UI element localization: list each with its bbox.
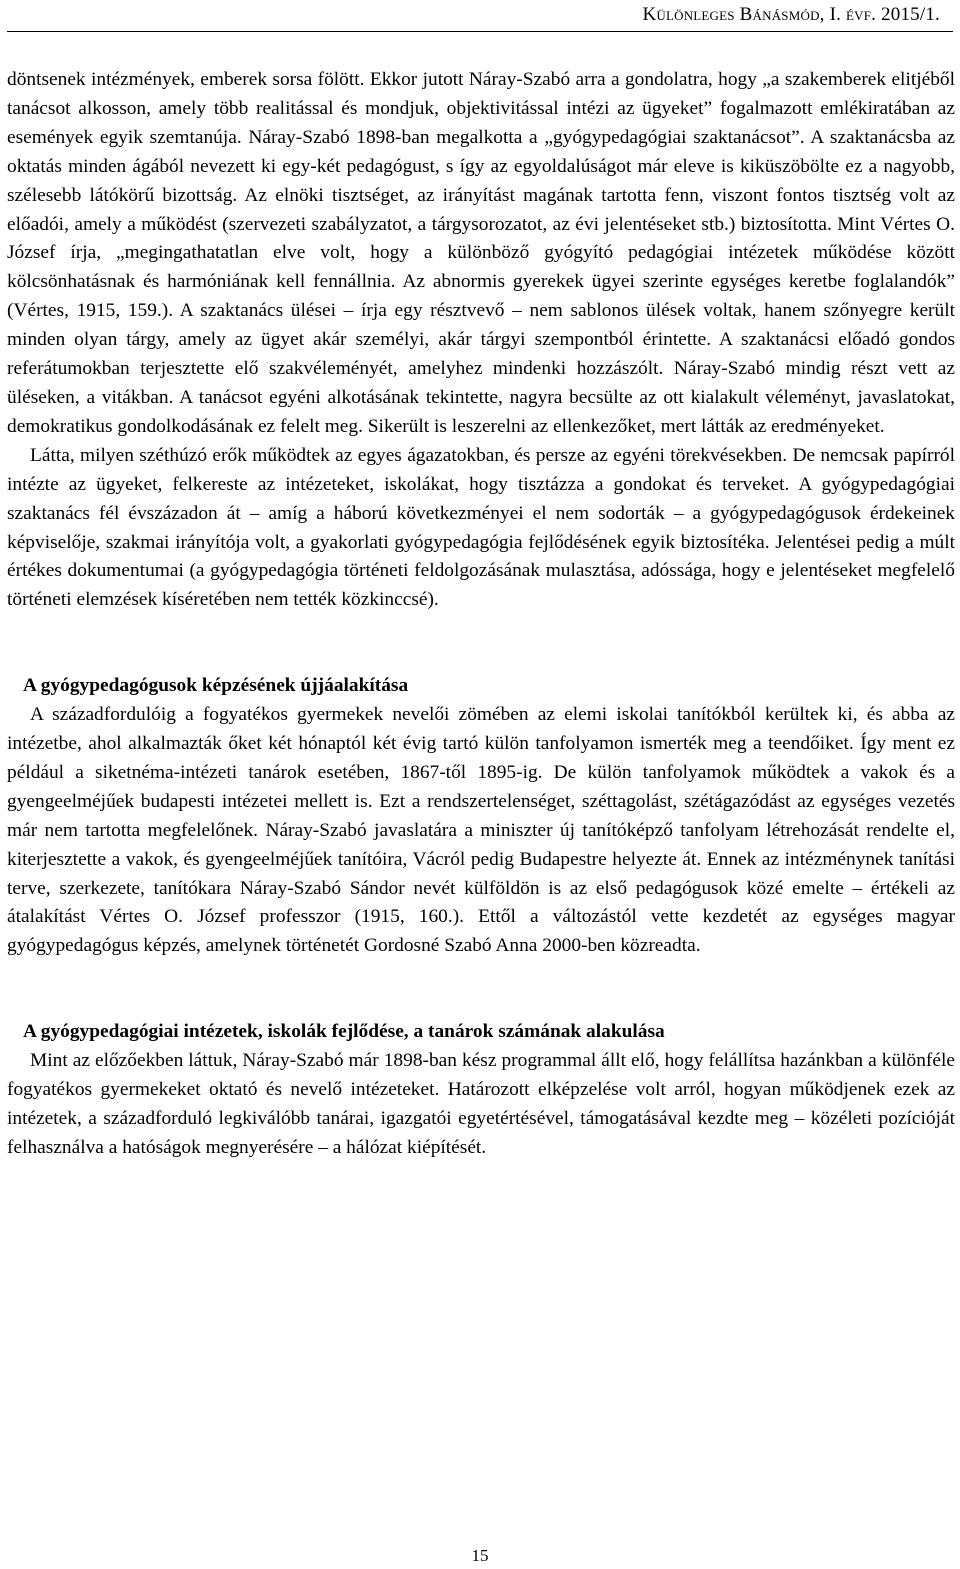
- body-paragraph: A századfordulóig a fogyatékos gyermekek nevelői zömében az elemi iskolai tanítókból kerültek ki, és abba az intézetbe, ahol alkalmazták őket két hónaptól két évig tartó külön tanfolyamon ismerték meg a teendőiket. Így ment ez például a siketnéma-intézeti tanárok esetében, 1867-től 1895-ig. De külön tanfolyamok működtek a vakok és a gyengeelméjűek budapesti intézetei mellett is. Ezt a rendszertelenséget, széttagolást, szétágazódást az egységes vezetés már nem tartotta megfelelőnek. Náray-Szabó javaslatára a miniszter új tanítóképző tanfolyam létrehozását rendelte el, kiterjesztette a vakok, és gyengeelméjűek tanítóira, Vácról pedig Budapestre helyezte át. Ennek az intézménynek tanítási terve, szerkezete, tanítókara Náray-Szabó Sándor nevét külföldön is az első pedagógusok közé emelte – értékeli az átalakítást Vértes O. József professzor (1915, 160.). Ettől a változástól vette kezdetét az egységes magyar gyógypedagógus képzés, amelynek történetét Gordosné Szabó Anna 2000-ben közreadta.: [7, 704, 955, 957]
- body-paragraph: Mint az előzőekben láttuk, Náray-Szabó már 1898-ban kész programmal állt elő, hogy felállítsa hazánkban a különféle fogyatékos gyermekeket oktató és nevelő intézeteket. Határozott elképzelése volt arról, hogyan működjenek ezek az intézetek, a századforduló legkiválóbb tanárai, igazgatói egyetértésével, támogatásával kezdte meg – közéleti pozícióját felhasználva a hatóságok megnyerésére – a hálózat kiépítését.: [7, 1050, 955, 1158]
- section-institutions: [7, 1018, 955, 1163]
- body-paragraph: Látta, milyen széthúzó erők működtek az egyes ágazatokban, és persze az egyéni törekvésekben. De nemcsak papírról intézte az ügyeket, felkereste az intézeteket, iskolákat, hogy tisztázza a gondokat és terveket. A gyógypedagógiai szaktanács fél évszázadon át – amíg a háború következményei el nem sodorták – a gyógypedagógusok érdekeinek képviselője, szakmai irányítója volt, a gyakorlati gyógypedagógia fejlődésének egyik biztosítéka. Jelentései pedig a múlt értékes dokumentumai (a gyógypedagógia történeti feldolgozásának mulasztása, adóssága, hogy e jelentéseket megfelelő történeti elemzések kíséretében nem tették közkinccsé).: [7, 444, 955, 611]
- running-header: Különleges Bánásmód, I. évf. 2015/1.: [642, 4, 940, 25]
- section-heading: A gyógypedagógusok képzésének újjáalakítása: [23, 675, 409, 697]
- page-number: 15: [471, 1546, 489, 1565]
- page-body: [7, 66, 955, 1163]
- section-heading: A gyógypedagógiai intézetek, iskolák fejlődése, a tanárok számának alakulása: [23, 1021, 665, 1043]
- body-paragraph: döntsenek intézmények, emberek sorsa fölött. Ekkor jutott Náray-Szabó arra a gondolatra, hogy „a szakemberek elitjéből tanácsot alkosson, amely több realitással és mondjuk, objektivitással intézi az ügyeket” fogalmazott emlékiratában az események egyik szemtanúja. Náray-Szabó 1898-ban megalkotta a „gyógypedagógiai szaktanácsot”. A szaktanácsba az oktatás minden ágából nevezett ki egy-két pedagógust, s így az egyoldalúságot már eleve is kiküszöbölte ez a nagyobb, szélesebb látókörű bizottság. Az elnöki tisztséget, az irányítást magának tartotta fenn, viszont fontos tisztség volt az előadói, amely a működést (szervezeti szabályzatot, a tárgysorozatot, az évi jelentéseket stb.) biztosította. Mint Vértes O. József írja, „megingathatatlan elve volt, hogy a különböző gyógyító pedagógiai intézetek működése között kölcsönhatásnak és harmóniának kell fennállnia. Az abnormis gyerekek ügyei szerinte egységes keretbe foglalandók” (Vértes, 1915, 159.). A szaktanács ülései – írja egy résztvevő – nem sablonos ülések voltak, hanem szőnyegre került minden olyan tárgy, amely az ügyet akár személyi, akár tárgyi szempontból érintette. A szaktanácsi előadó gondos referátumokban terjesztette elő szakvéleményét, amelyhez mindenki hozzászólt. Náray-Szabó mindig részt vett az üléseken, a vitákban. A tanácsot egyéni alkotásának tekintette, nagyra becsülte az ott kialakult véleményt, javaslatokat, demokratikus gondolkodásának ez felelt meg. Sikerült is leszerelni az ellenkezőket, mert látták az eredményeket.: [7, 69, 955, 437]
- header-divider: [7, 31, 953, 32]
- section-training: [7, 672, 955, 961]
